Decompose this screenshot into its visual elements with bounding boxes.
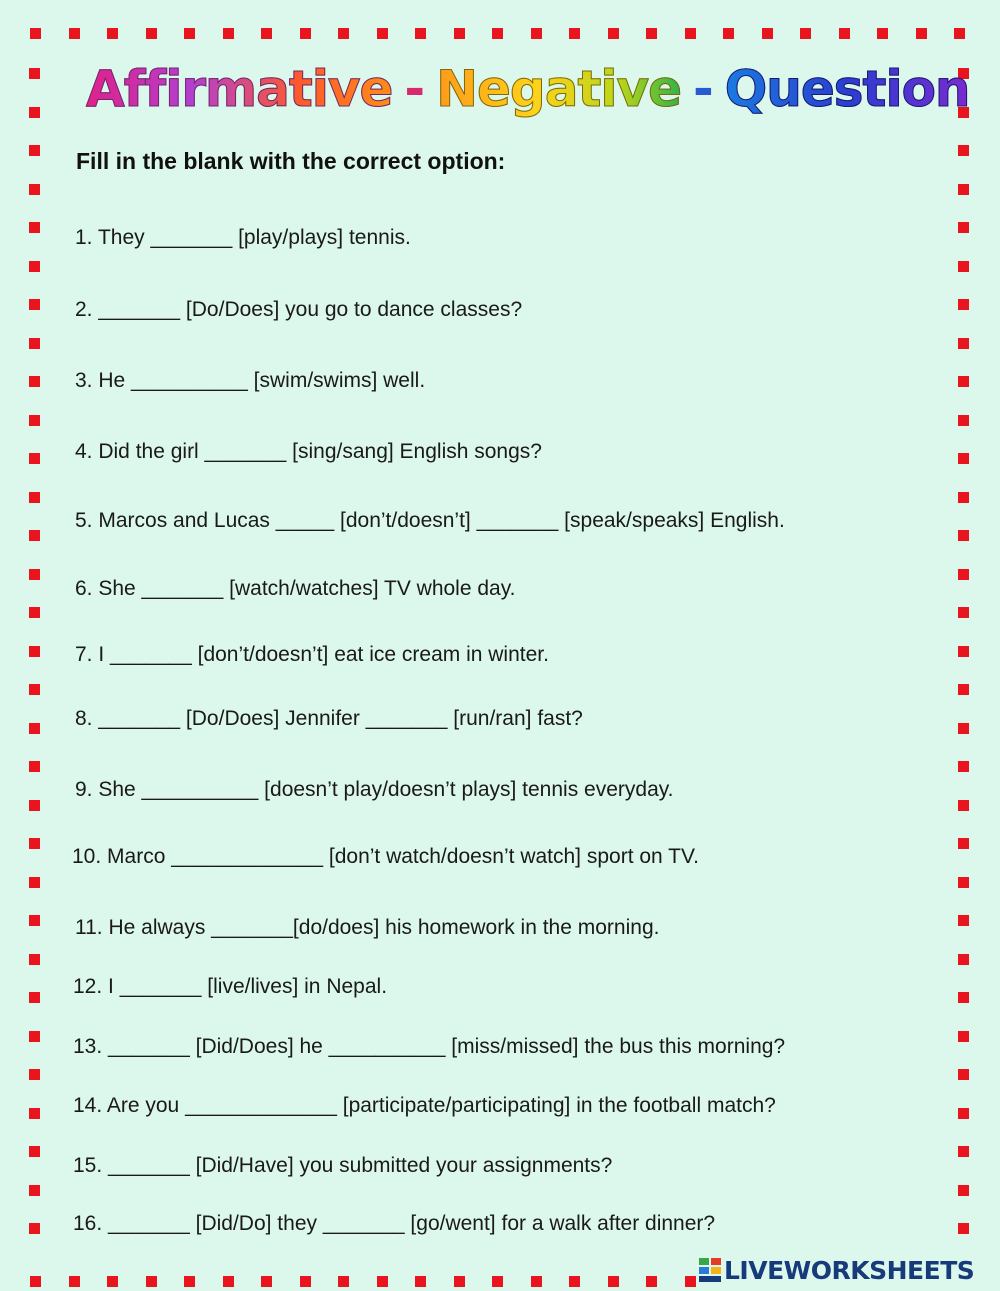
border-dot: [29, 1185, 40, 1196]
border-dot: [29, 877, 40, 888]
border-dot: [569, 28, 580, 39]
worksheet-title: [86, 60, 970, 130]
border-dot: [958, 607, 969, 618]
border-dot: [958, 761, 969, 772]
border-dot: [29, 145, 40, 156]
question-10: 10. Marco _____________ [don’t watch/doesn’t watch] sport on TV.: [72, 845, 699, 868]
liveworksheets-logo: [698, 1255, 994, 1285]
border-dot: [762, 28, 773, 39]
border-dot: [29, 453, 40, 464]
border-dot: [958, 723, 969, 734]
border-dot: [958, 684, 969, 695]
border-dot: [300, 28, 311, 39]
question-12: 12. I _______ [live/lives] in Nepal.: [73, 975, 388, 998]
border-dot: [958, 453, 969, 464]
border-dot: [29, 992, 40, 1003]
border-dot: [723, 28, 734, 39]
border-dot: [338, 1276, 349, 1287]
border-dot: [492, 28, 503, 39]
border-dot: [958, 838, 969, 849]
question-9: 9. She __________ [doesn’t play/doesn’t plays] tennis everyday.: [75, 778, 674, 801]
border-dot: [107, 1276, 118, 1287]
question-13: 13. _______ [Did/Does] he __________ [miss/missed] the bus this morning?: [73, 1035, 786, 1058]
question-3: 3. He __________ [swim/swims] well.: [75, 369, 426, 392]
border-dot: [958, 338, 969, 349]
border-dot: [454, 1276, 465, 1287]
border-dot: [223, 1276, 234, 1287]
border-dot: [608, 28, 619, 39]
instructions-text: Fill in the blank with the correct option:: [76, 148, 506, 174]
title-separator-2: -: [693, 60, 713, 118]
border-dot: [958, 261, 969, 272]
border-dot: [29, 954, 40, 965]
title-separator-1: -: [404, 60, 425, 118]
border-dot: [29, 261, 40, 272]
border-dot: [958, 222, 969, 233]
border-dot: [916, 28, 927, 39]
border-dot: [492, 1276, 503, 1287]
border-dot: [958, 1031, 969, 1042]
border-dot: [300, 1276, 311, 1287]
border-dot: [958, 1146, 969, 1157]
border-dot: [29, 646, 40, 657]
border-dot: [29, 1031, 40, 1042]
border-dot: [30, 28, 41, 39]
border-dot: [958, 569, 969, 580]
question-14: 14. Are you _____________ [participate/participating] in the football match?: [73, 1094, 776, 1117]
border-dot: [29, 530, 40, 541]
border-dot: [29, 222, 40, 233]
border-dot: [29, 68, 40, 79]
border-dot: [377, 1276, 388, 1287]
border-dot: [958, 184, 969, 195]
border-dot: [958, 877, 969, 888]
border-dot: [454, 28, 465, 39]
border-dot: [958, 646, 969, 657]
border-dot: [685, 1276, 696, 1287]
border-dot: [69, 1276, 80, 1287]
border-dot: [958, 145, 969, 156]
border-dot: [877, 28, 888, 39]
border-dot: [415, 1276, 426, 1287]
title-affirmative: Affirmative: [86, 60, 393, 118]
border-dot: [29, 299, 40, 310]
question-1: 1. They _______ [play/plays] tennis.: [75, 226, 411, 249]
border-dot: [29, 761, 40, 772]
question-4: 4. Did the girl _______ [sing/sang] English songs?: [75, 440, 542, 463]
border-dot: [146, 1276, 157, 1287]
question-16: 16. _______ [Did/Do] they _______ [go/went] for a walk after dinner?: [73, 1212, 716, 1235]
border-dot: [146, 28, 157, 39]
border-dot: [377, 28, 388, 39]
border-dot: [958, 1223, 969, 1234]
border-dot: [107, 28, 118, 39]
border-dot: [29, 915, 40, 926]
border-dot: [29, 723, 40, 734]
border-dot: [29, 184, 40, 195]
border-dot: [184, 28, 195, 39]
question-15: 15. _______ [Did/Have] you submitted your assignments?: [73, 1154, 613, 1177]
border-dot: [29, 1146, 40, 1157]
border-dot: [531, 28, 542, 39]
question-6: 6. She _______ [watch/watches] TV whole day.: [75, 577, 516, 600]
border-dot: [261, 28, 272, 39]
border-dot: [29, 1069, 40, 1080]
border-dot: [29, 415, 40, 426]
border-dot: [415, 28, 426, 39]
border-dot: [29, 107, 40, 118]
border-dot: [29, 492, 40, 503]
border-dot: [958, 492, 969, 503]
border-dot: [29, 607, 40, 618]
border-dot: [29, 376, 40, 387]
border-dot: [29, 684, 40, 695]
border-dot: [646, 28, 657, 39]
question-7: 7. I _______ [don’t/doesn’t] eat ice cream in winter.: [75, 643, 549, 666]
border-dot: [958, 1069, 969, 1080]
question-2: 2. _______ [Do/Does] you go to dance classes?: [75, 298, 523, 321]
border-dot: [685, 28, 696, 39]
question-5: 5. Marcos and Lucas _____ [don’t/doesn’t] _______ [speak/speaks] English.: [75, 509, 785, 532]
border-dot: [338, 28, 349, 39]
border-dot: [608, 1276, 619, 1287]
border-dot: [223, 28, 234, 39]
border-dot: [958, 299, 969, 310]
border-dot: [184, 1276, 195, 1287]
border-dot: [531, 1276, 542, 1287]
border-dot: [958, 992, 969, 1003]
border-dot: [958, 954, 969, 965]
border-dot: [646, 1276, 657, 1287]
border-dot: [29, 1108, 40, 1119]
border-dot: [69, 28, 80, 39]
logo-text: LIVEWORKSHEETS: [724, 1255, 975, 1285]
border-dot: [958, 376, 969, 387]
border-dot: [958, 915, 969, 926]
title-negative: Negative: [436, 60, 681, 118]
border-dot: [958, 1108, 969, 1119]
question-11: 11. He always _______[do/does] his homework in the morning.: [75, 916, 660, 939]
border-dot: [800, 28, 811, 39]
border-dot: [29, 800, 40, 811]
border-dot: [569, 1276, 580, 1287]
border-dot: [30, 1276, 41, 1287]
border-dot: [29, 338, 40, 349]
border-dot: [954, 28, 965, 39]
liveworksheets-logo-icon: [698, 1257, 722, 1283]
title-question: Question: [724, 60, 970, 118]
border-dot: [29, 1223, 40, 1234]
border-dot: [958, 800, 969, 811]
border-dot: [958, 1185, 969, 1196]
border-dot: [958, 530, 969, 541]
border-dot: [261, 1276, 272, 1287]
border-dot: [958, 415, 969, 426]
border-dot: [839, 28, 850, 39]
border-dot: [29, 838, 40, 849]
question-8: 8. _______ [Do/Does] Jennifer _______ [run/ran] fast?: [75, 707, 583, 730]
border-dot: [29, 569, 40, 580]
